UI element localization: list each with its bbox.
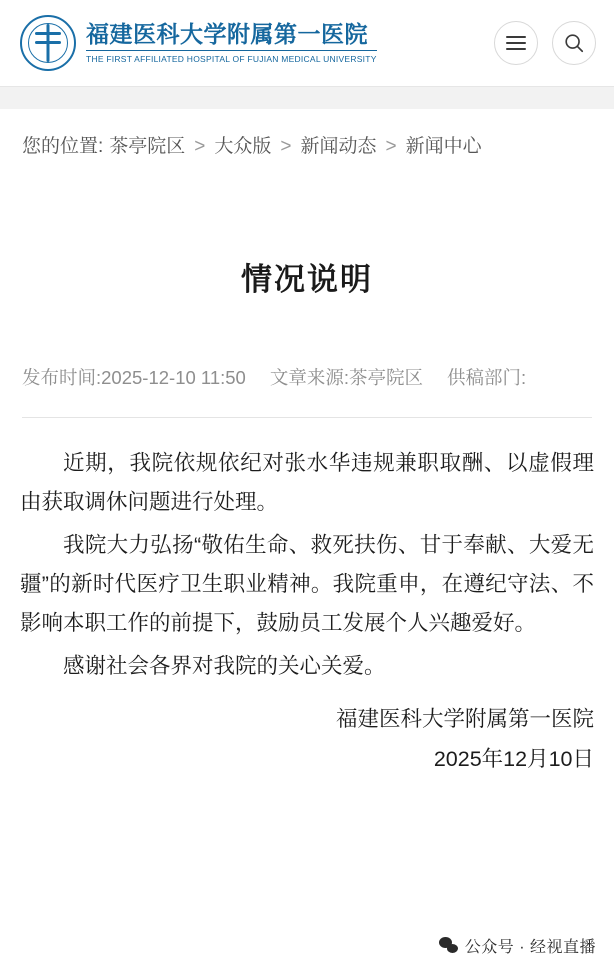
logo-name-en: THE FIRST AFFILIATED HOSPITAL OF FUJIAN MEDICAL UNIVERSITY [86,50,377,64]
article-body [0,418,614,687]
source-label: 文章来源: [269,366,349,388]
article-sign-date: 2025年12月10日 [433,747,594,772]
logo-text [86,22,377,63]
menu-button[interactable] [494,21,538,65]
publish-time-label: 发布时间: [22,366,102,388]
header-gray-band [0,87,614,109]
site-logo[interactable] [20,15,377,71]
breadcrumb-item-2[interactable]: 新闻动态 [300,136,377,157]
breadcrumb [0,109,614,162]
site-header [0,0,614,86]
breadcrumb-item-0[interactable]: 茶亭院区 [109,136,186,157]
breadcrumb-separator: > [385,136,397,157]
article-paragraph: 我院大力弘扬“敬佑生命、救死扶伤、甘于奉献、大爱无疆”的新时代医疗卫生职业精神。我院重申，在遵纪守法、不影响本职工作的前提下，鼓励员工发展个人兴趣爱好。 [20,532,594,636]
search-button[interactable] [552,21,596,65]
page-title: 情况说明 [241,261,373,297]
breadcrumb-item-3[interactable]: 新闻中心 [405,136,482,157]
article-meta [0,361,614,395]
source-value: 茶亭院区 [348,366,423,388]
article-paragraph: 近期，我院依规依纪对张水华违规兼职取酬、以虚假理由获取调休问题进行处理。 [20,450,594,514]
breadcrumb-label: 您的位置: [22,136,104,157]
watermark-text: 公众号 · 经视直播 [464,938,596,956]
article-signature-block [0,700,614,780]
wechat-icon [439,937,458,953]
search-icon [563,32,585,54]
logo-ring [28,23,68,63]
watermark [0,922,614,968]
article-paragraph: 感谢社会各界对我院的关心关爱。 [63,654,386,679]
article-signature: 福建医科大学附属第一医院 [335,707,594,732]
logo-name-cn: 福建医科大学附属第一医院 [86,21,368,48]
publish-time-value: 2025-12-10 11:50 [101,366,246,388]
hamburger-menu-icon [506,36,526,50]
header-actions [494,21,596,65]
hospital-cross-logo-icon [20,15,76,71]
breadcrumb-separator: > [280,136,292,157]
breadcrumb-separator: > [194,136,206,157]
breadcrumb-item-1[interactable]: 大众版 [214,136,272,157]
dept-label: 供稿部门: [447,366,527,388]
